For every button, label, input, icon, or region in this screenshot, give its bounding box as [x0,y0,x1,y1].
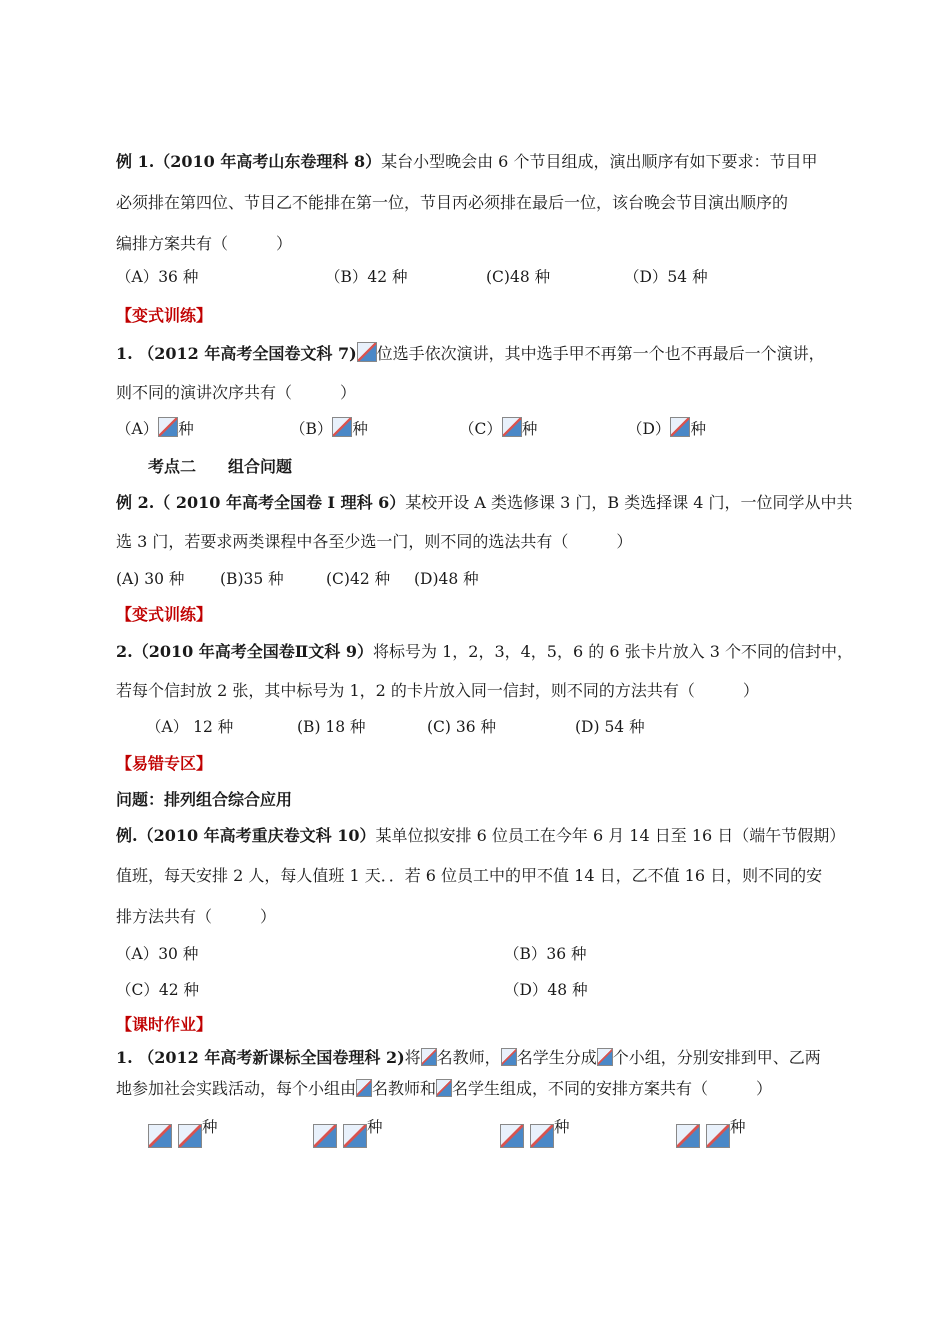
formula-image-icon [500,1124,524,1148]
q2-line1 [116,641,853,663]
hw1-text: 名教师， [436,1048,501,1067]
section-error-zone: 【易错专区】 [116,754,213,773]
q1-option-c [459,417,537,440]
formula-image-icon [332,417,352,437]
ex3-option-c: （C）42 种 [116,981,200,999]
ex3-option-d: （D）48 种 [504,981,588,999]
ex3-line2: 值班，每天安排 2 人，每人值班 1 天．．若 6 位员工中的甲不值 14 日，乙不值 16 日，则不同的安 [116,866,823,885]
formula-image-icon [670,417,690,437]
ex1-option-d: （D）54 种 [624,268,708,286]
formula-image-icon [343,1124,367,1148]
ex3-line3: 排方法共有（ ） [116,907,277,926]
formula-image-icon [178,1124,202,1148]
section-variant-1: 【变式训练】 [116,306,213,325]
q2-option-a: （A） 12 种 [146,718,234,736]
q1-option-label: （B） [290,420,333,438]
section-kaodian-2: 考点二 组合问题 [148,457,293,476]
formula-image-icon [501,1048,517,1066]
q1-option-suffix: 种 [178,420,194,438]
ex2-option-d: (D)48 种 [414,570,479,588]
ex1-option-c: (C)48 种 [486,268,551,286]
hw1-option-suffix: 种 [554,1118,570,1136]
formula-image-icon [356,1079,372,1097]
ex2-option-c: (C)42 种 [326,570,391,588]
ex3-text: 某单位拟安排 6 位员工在今年 6 月 14 日至 16 日（端午节假期） [375,826,846,845]
q1-option-label: （C） [459,420,502,438]
ex3-line1 [116,825,845,847]
ex1-option-b: （B）42 种 [325,268,408,286]
problem-title: 问题：排列组合综合应用 [116,790,293,809]
ex1-source: 例 1.（2010 年高考山东卷理科 8） [116,152,382,171]
ex2-option-a: (A) 30 种 [116,570,185,588]
q1-text: 位选手依次演讲，其中选手甲不再第一个也不再最后一个演讲， [376,344,825,363]
q1-line2: 则不同的演讲次序共有（ ） [116,383,357,402]
hw1-text: 地参加社会实践活动，每个小组由 [116,1079,357,1098]
q2-text: 将标号为 1，2，3，4，5，6 的 6 张卡片放入 3 个不同的信封中， [373,642,853,661]
ex3-option-b: （B）36 种 [504,945,587,963]
hw1-option-suffix: 种 [202,1118,218,1136]
q2-option-c: (C) 36 种 [427,718,497,736]
ex1-line1 [116,151,817,173]
q1-line1 [116,342,825,365]
hw1-text: 个小组，分别安排到甲、乙两 [612,1048,821,1067]
hw1-text: 将 [404,1048,421,1067]
q1-option-d [627,417,706,440]
q1-source: 1. （2012 年高考全国卷文科 7) [116,344,357,363]
hw1-option-a [148,1116,218,1151]
ex1-option-a: （A）36 种 [116,268,199,286]
formula-image-icon [530,1124,554,1148]
formula-image-icon [357,342,377,362]
q1-option-label: （A） [116,420,159,438]
ex2-source: 例 2.（ 2010 年高考全国卷 I 理科 6） [116,493,406,512]
q2-line2: 若每个信封放 2 张，其中标号为 1，2 的卡片放入同一信封，则不同的方法共有（ ） [116,681,759,700]
hw1-line1 [116,1047,821,1069]
formula-image-icon [313,1124,337,1148]
formula-image-icon [158,417,178,437]
q1-option-suffix: 种 [352,420,368,438]
hw1-line2 [116,1078,772,1100]
formula-image-icon [597,1048,613,1066]
section-variant-2: 【变式训练】 [116,605,213,624]
q2-option-b: (B) 18 种 [297,718,366,736]
q2-source: 2.（2010 年高考全国卷Ⅱ文科 9） [116,642,373,661]
section-homework: 【课时作业】 [116,1015,213,1034]
q1-option-a [116,417,194,440]
ex2-option-b: (B)35 种 [220,570,284,588]
q1-option-suffix: 种 [521,420,538,438]
formula-image-icon [148,1124,172,1148]
ex2-line1 [116,492,853,514]
hw1-source: 1. （2012 年高考新课标全国卷理科 2) [116,1048,405,1067]
q1-option-label: （D） [627,420,671,438]
formula-image-icon [676,1124,700,1148]
q1-option-b [290,417,368,440]
formula-image-icon [706,1124,730,1148]
hw1-text: 名教师和 [372,1079,437,1098]
formula-image-icon [421,1048,437,1066]
hw1-option-d [676,1116,746,1151]
ex3-source: 例.（2010 年高考重庆卷文科 10） [116,826,376,845]
hw1-text: 名学生分成 [516,1048,597,1067]
formula-image-icon [436,1079,452,1097]
ex1-line3: 编排方案共有（ ） [116,234,293,253]
ex3-option-a: （A）30 种 [116,945,199,963]
hw1-option-c [500,1116,570,1151]
hw1-option-suffix: 种 [367,1118,383,1136]
ex1-text: 某台小型晚会由 6 个节目组成，演出顺序有如下要求：节目甲 [381,152,818,171]
q1-option-suffix: 种 [690,420,706,438]
hw1-option-b [313,1116,383,1151]
hw1-option-suffix: 种 [730,1118,746,1136]
q2-option-d: (D) 54 种 [575,718,645,736]
ex2-text: 某校开设 A 类选修课 3 门，B 类选择课 4 门，一位同学从中共 [405,493,853,512]
formula-image-icon [502,417,522,437]
ex2-line2: 选 3 门，若要求两类课程中各至少选一门，则不同的选法共有（ ） [116,532,633,551]
ex1-line2: 必须排在第四位、节目乙不能排在第一位，节目丙必须排在最后一位，该台晚会节目演出顺序的 [116,193,789,212]
hw1-text: 名学生组成，不同的安排方案共有（ ） [452,1079,773,1098]
